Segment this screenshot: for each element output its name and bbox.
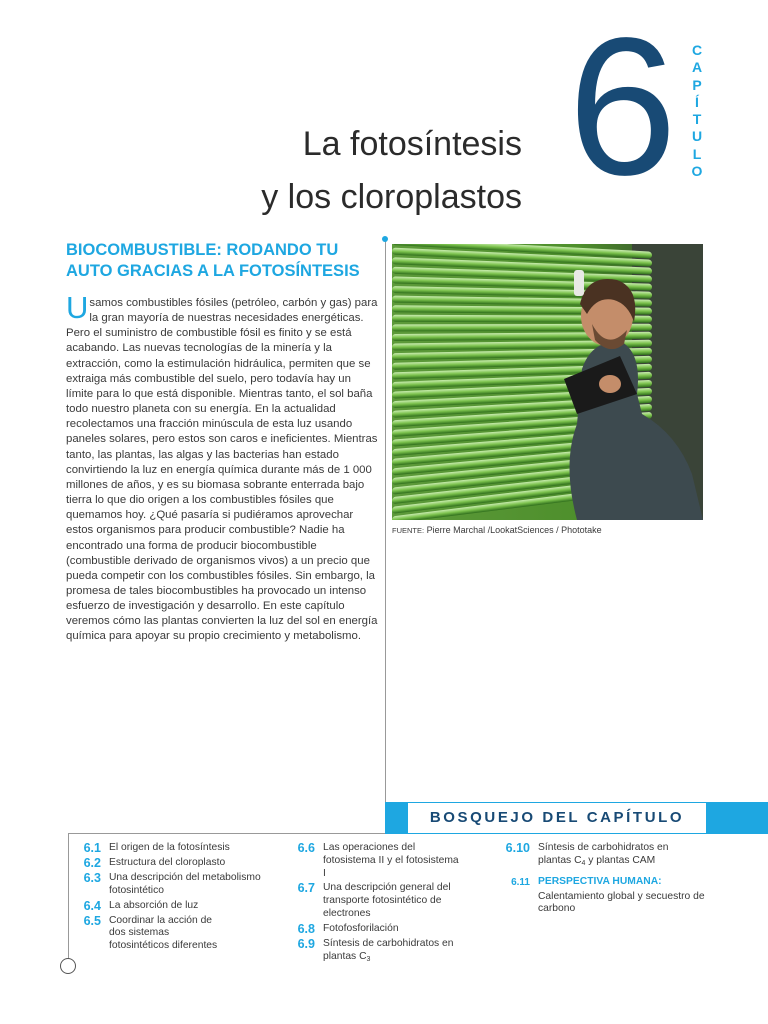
outline-item-number: 6.3 <box>83 871 101 885</box>
chapter-title <box>102 118 522 224</box>
outline-item-label <box>538 842 688 871</box>
outline-item-number: 6.10 <box>505 841 530 855</box>
body-paragraph: samos combustibles fósiles (petróleo, carbón y gas) para la gran mayoría de nuestras necesidades energéticas. Pero el suministro de combustible fósil es finito y se está acabando. Las nuevas tecnologías de la minería y la extracción, como la estimulación hidráulica, permiten que se extraiga más combustible del suelo, pero todavía hay un límite para lo que está disponible. Mientras tanto, el sol baña todo nuestro planeta con su energía. En la actualidad recolectamos una fracción minúscula de esta luz usando paneles solares, pero estos son caros e ineficientes. Mientras tanto, las plantas, las algas y las bacterias han estado convirtiendo la luz en energía química durante más de 1 000 millones de años, y es su biomasa sobrante enterrada bajo tierra lo que dio origen a los combustibles fósiles que quemamos hoy. ¿Qué pasaría si pudiéramos aprovechar estos organismos para producir combustible? Nadie ha encontrado una forma de producir biocombustible (combustible derivado de organismos vivos) a un precio que pueda competir con los combustibles fósiles. Sin embargo, la promesa de tales biocombustibles ha provocado un intenso esfuerzo de investigación y desarrollo. En este capítulo veremos cómo las plantas convierten la luz del sol en energía química para apoyar su propio crecimiento y metabolismo. <box>66 297 378 643</box>
photo-credit <box>392 525 712 535</box>
outline-item <box>68 857 288 870</box>
chapter-label-letter: L <box>692 145 702 162</box>
outline-item <box>68 915 288 953</box>
chapter-label-letter: T <box>692 111 702 128</box>
outline-item-label: Fotofosforilación <box>323 922 399 934</box>
photo-credit-text: Pierre Marchal /LookatSciences / Phototake <box>424 525 602 535</box>
chapter-title-line-2: y los cloroplastos <box>261 178 522 216</box>
outline-item-number: 6.9 <box>297 936 315 951</box>
section-heading: BIOCOMBUSTIBLE: RODANDO TU AUTO GRACIAS A LA FOTOSÍNTESIS <box>66 241 360 280</box>
outline-item <box>68 872 288 898</box>
chapter-title-line-1: La fotosíntesis <box>302 125 522 163</box>
outline-item-label: Las operaciones del fotosistema II y el fotosistema I <box>323 842 459 879</box>
chapter-label-letter: Í <box>695 93 699 110</box>
chapter-label-letter: P <box>692 76 702 93</box>
outline-item-label: Estructura del cloroplasto <box>109 857 226 868</box>
photo-researcher-algae-bioreactor <box>392 244 703 520</box>
outline-item <box>497 876 717 889</box>
chapter-label-letter: U <box>691 128 703 145</box>
outline-item-label: PERSPECTIVA HUMANA: <box>538 875 662 887</box>
subscript: 3 <box>366 955 371 963</box>
outline-item-label: El origen de la fotosíntesis <box>109 842 230 853</box>
outline-item <box>68 900 288 913</box>
body-text <box>66 290 380 645</box>
outline-item-number: 6.11 <box>511 876 530 888</box>
outline-frame-top <box>68 833 385 834</box>
outline-item <box>282 842 492 880</box>
outline-item-label: Una descripción general del transporte fotosintético de electrones <box>323 882 451 919</box>
outline-item-number: 6.7 <box>297 881 315 896</box>
outline-column-1 <box>68 842 288 955</box>
outline-item <box>282 882 492 920</box>
outline-item-label: Coordinar la acción de dos sistemas fotosintéticos diferentes <box>109 914 218 952</box>
outline-item-label: Una descripción del metabolismo fotosintético <box>109 872 261 896</box>
chapter-number: 6 <box>567 0 677 216</box>
outline-item-label-text: y plantas CAM <box>585 854 656 866</box>
subscript: 4 <box>581 859 586 867</box>
outline-item-number: 6.5 <box>83 913 101 928</box>
outline-item-description: Calentamiento global y secuestro de carbono <box>538 890 705 915</box>
outline-item-number: 6.2 <box>83 856 101 870</box>
chapter-label-letter: O <box>691 163 703 180</box>
column-divider <box>385 240 386 820</box>
outline-item-number: 6.6 <box>297 841 315 855</box>
photo-credit-source: FUENTE: <box>392 526 425 535</box>
outline-item <box>497 842 717 871</box>
outline-item-label: La absorción de luz <box>109 899 199 911</box>
chapter-label <box>687 42 707 180</box>
outline-item <box>282 923 492 936</box>
outline-item <box>282 938 492 967</box>
outline-column-2 <box>282 842 492 968</box>
photo-illustration <box>392 244 703 520</box>
outline-item-number: 6.1 <box>83 841 101 855</box>
outline-item-number: 6.8 <box>297 921 315 936</box>
outline-column-3 <box>497 842 717 916</box>
outline-item-label <box>323 938 468 967</box>
outline-title: BOSQUEJO DEL CAPÍTULO <box>429 809 685 826</box>
outline-item-label-text: Síntesis de carbohidratos en plantas C <box>323 937 454 962</box>
chapter-label-letter: A <box>691 59 703 76</box>
outline-frame-circle <box>60 958 76 974</box>
outline-item-label-text: Síntesis de carbohidratos en plantas C <box>538 842 669 866</box>
drop-cap: U <box>66 290 89 325</box>
outline-item <box>68 842 288 855</box>
chapter-label-letter: C <box>691 42 703 58</box>
outline-item-number: 6.4 <box>83 898 101 913</box>
